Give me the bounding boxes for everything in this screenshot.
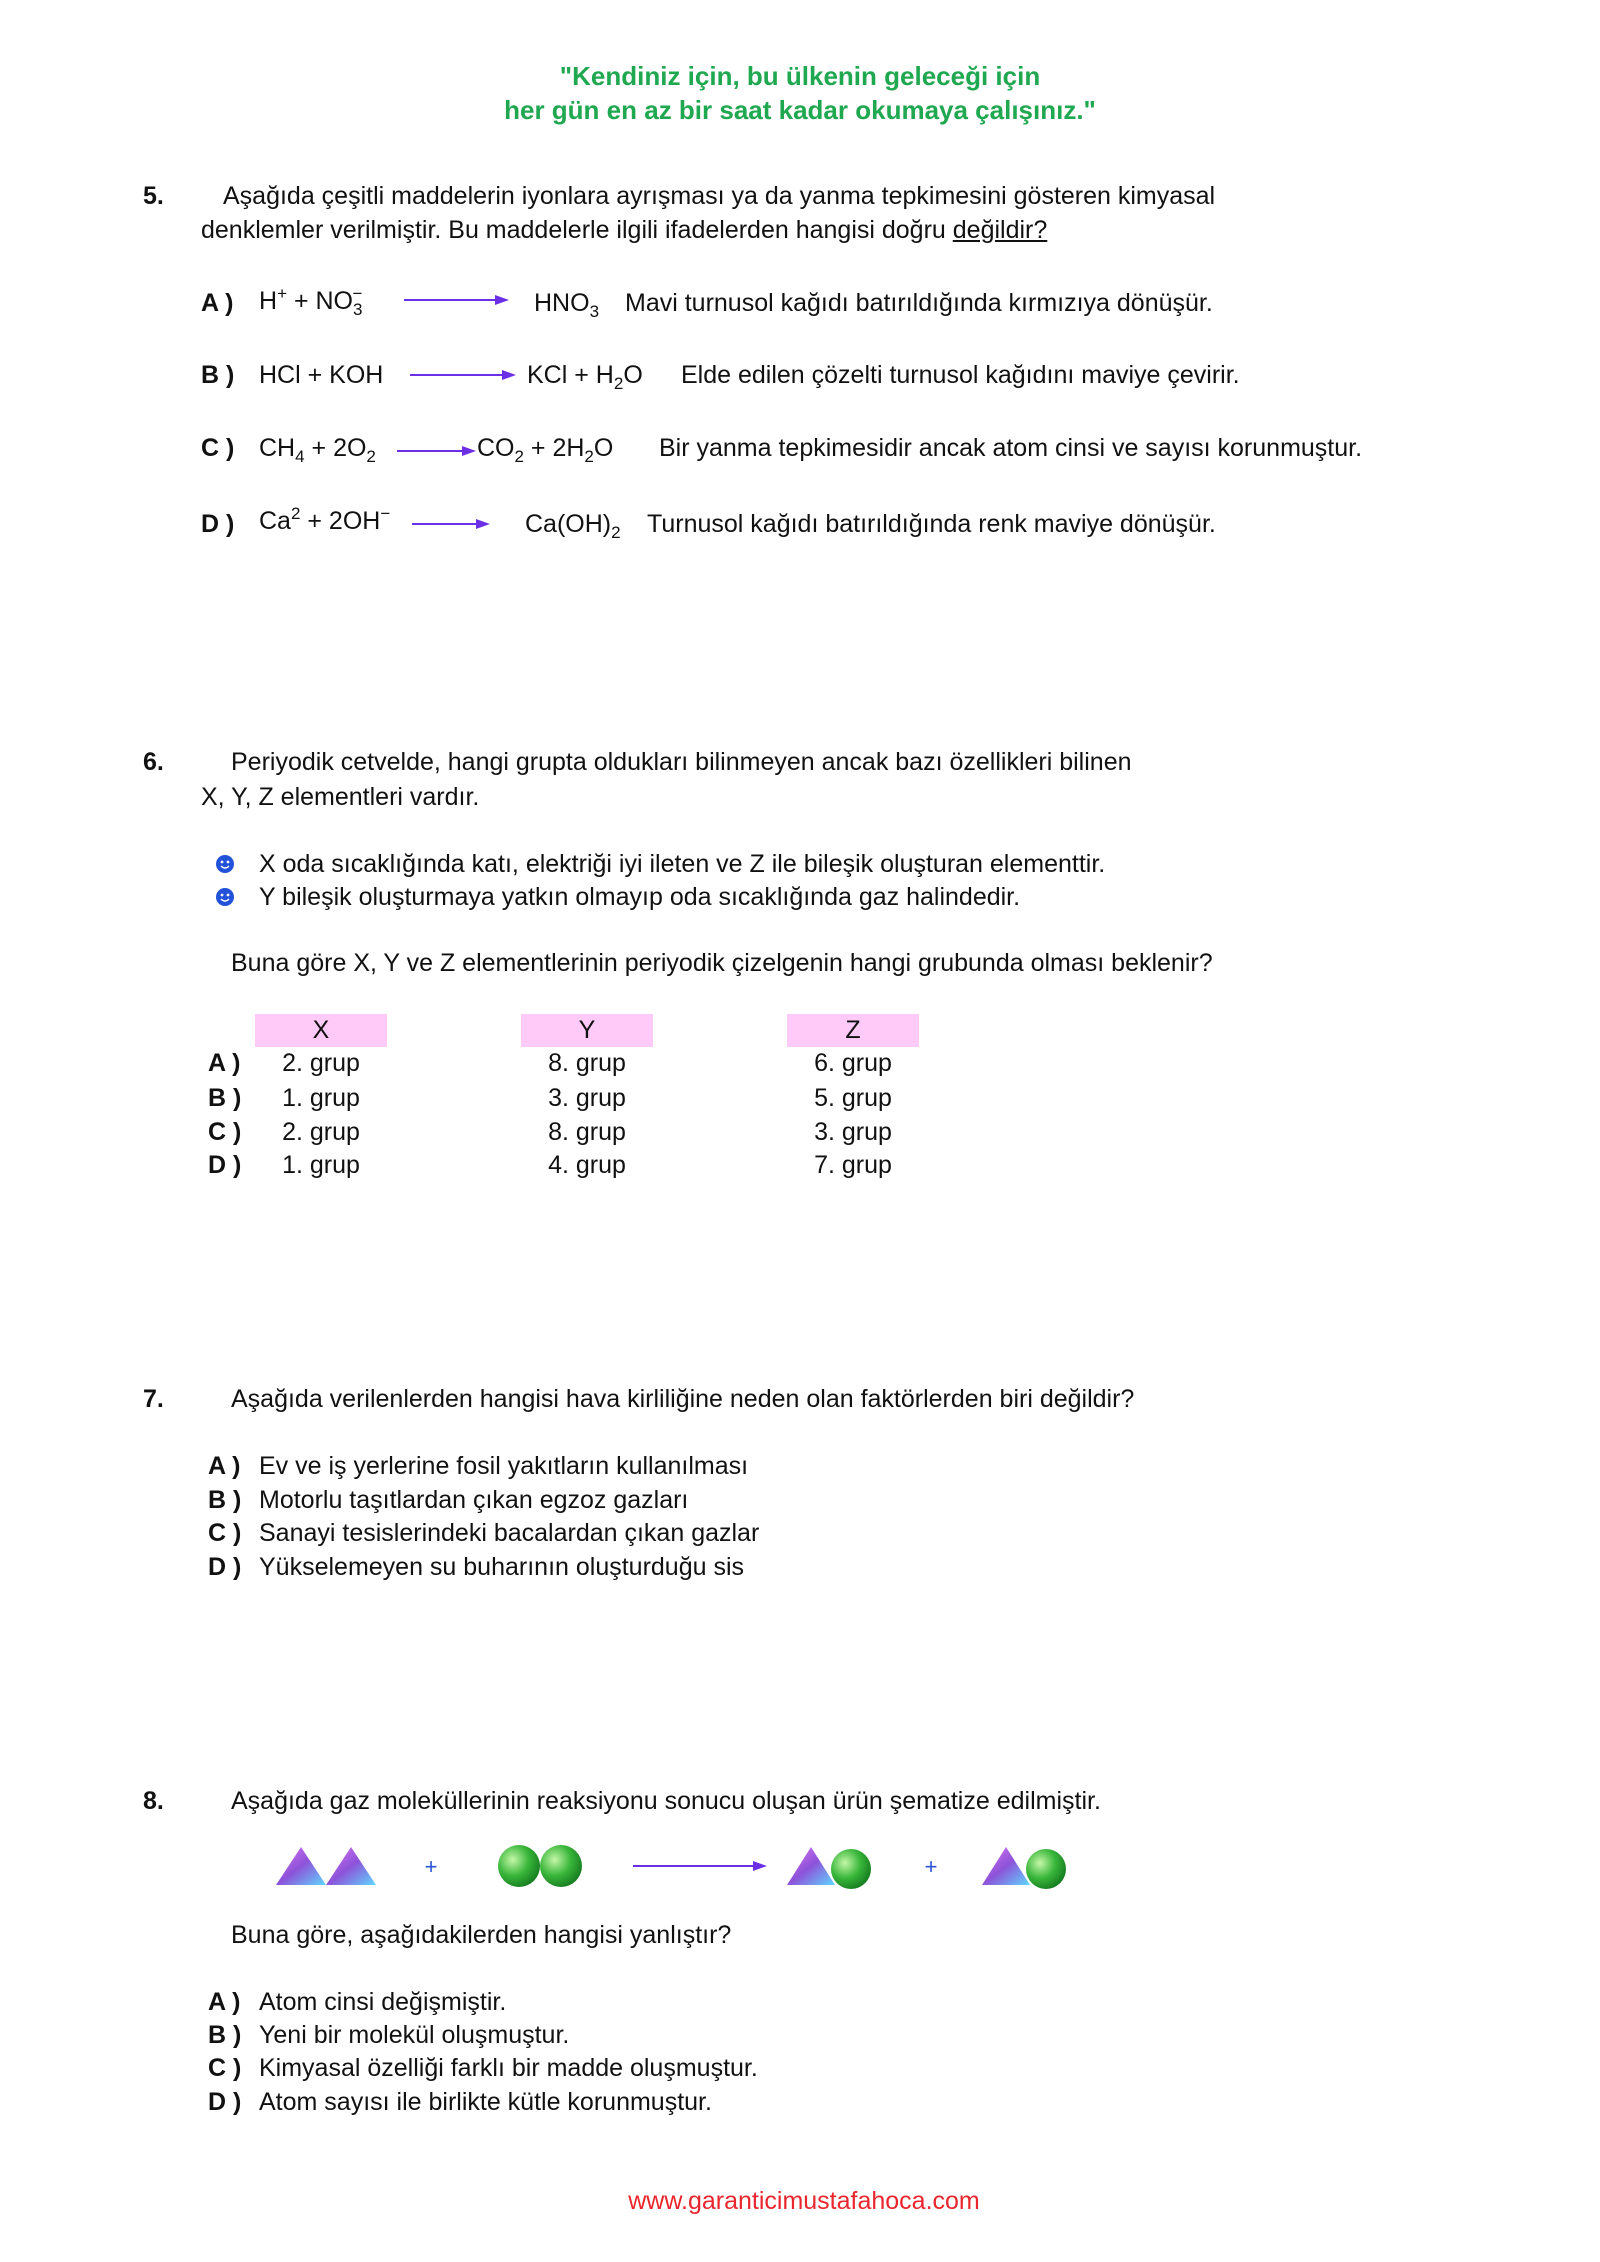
- formula-subscript: 3: [353, 300, 363, 319]
- table-header-y: Y: [521, 1014, 653, 1047]
- formula-part: CO: [477, 434, 515, 462]
- formula-part: O: [593, 434, 614, 462]
- q5-option-c-description: Bir yanma tepkimesidir ancak atom cinsi ve sayısı korunmuştur.: [659, 434, 1363, 462]
- q5-option-a-label: A ): [201, 289, 234, 317]
- table-cell: 2. grup: [282, 1118, 360, 1146]
- table-row-label: D ): [208, 1151, 242, 1179]
- table-cell: 2. grup: [282, 1049, 360, 1077]
- q5-option-a-product: [534, 288, 600, 321]
- formula-part: NO: [315, 287, 353, 315]
- q7-option-d-text: Yükselemeyen su buharının oluşturduğu sis: [259, 1553, 745, 1581]
- circle-atom-icon: [1026, 1849, 1066, 1889]
- table-cell: 7. grup: [814, 1151, 892, 1179]
- formula-superscript: −: [380, 504, 391, 523]
- motto-line-2: her gün en az bir saat kadar okumaya çalışınız.": [504, 95, 1096, 125]
- formula-subscript: 2: [611, 523, 621, 542]
- smiley-icon: [215, 854, 235, 874]
- formula-part: CH: [259, 434, 296, 462]
- table-cell: 8. grup: [548, 1049, 626, 1077]
- q5-option-b-description: Elde edilen çözelti turnusol kağıdını maviye çevirir.: [681, 361, 1240, 389]
- q5-option-a-description: Mavi turnusol kağıdı batırıldığında kırmızıya dönüşür.: [625, 289, 1213, 317]
- triangle-atom-icon: [787, 1847, 835, 1885]
- question-5-text-line-1: Aşağıda çeşitli maddelerin iyonlara ayrışması ya da yanma tepkimesini gösteren kimyasal: [223, 182, 1216, 210]
- question-6-text-line-2: X, Y, Z elementleri vardır.: [201, 783, 480, 811]
- formula-subscript: 2: [366, 447, 376, 466]
- question-8-prompt: Buna göre, aşağıdakilerden hangisi yanlıştır?: [231, 1921, 732, 1949]
- q8-option-a-text: Atom cinsi değişmiştir.: [259, 1988, 507, 2016]
- q5-option-d-product: [525, 509, 621, 542]
- right-arrow-icon: [753, 1861, 767, 1871]
- table-cell: 3. grup: [814, 1118, 892, 1146]
- circle-atom-icon: [540, 1845, 582, 1887]
- triangle-atom-icon: [326, 1847, 376, 1885]
- smiley-face: [216, 888, 234, 906]
- right-arrow-icon: [397, 444, 476, 458]
- table-cell: 1. grup: [282, 1084, 360, 1112]
- question-8-number: 8.: [143, 1787, 164, 1815]
- table-cell: 5. grup: [814, 1084, 892, 1112]
- smiley-eye: [221, 894, 224, 897]
- formula-superscript: −: [352, 284, 363, 303]
- q5-option-d-label: D ): [201, 510, 235, 538]
- table-cell: 4. grup: [548, 1151, 626, 1179]
- formula-part: +: [287, 287, 316, 315]
- question-5-number: 5.: [143, 182, 164, 210]
- table-row-label: A ): [208, 1049, 241, 1077]
- question-5-text-line-2: [201, 215, 1047, 245]
- q5-option-c-reactants: [259, 433, 376, 466]
- question-6-prompt: Buna göre X, Y ve Z elementlerinin periyodik çizelgenin hangi grubunda olması beklenir?: [231, 949, 1213, 977]
- question-6-bullet-1: X oda sıcaklığında katı, elektriği iyi ileten ve Z ile bileşik oluşturan elementtir.: [259, 850, 1106, 878]
- plus-sign: +: [424, 1854, 438, 1879]
- triangle-atom-icon: [982, 1847, 1030, 1885]
- q5-option-b-product: [527, 360, 643, 393]
- formula-part: O: [623, 361, 643, 389]
- q8-option-d-label: D ): [208, 2088, 242, 2116]
- q5-option-b-label: B ): [201, 361, 235, 389]
- table-cell: 1. grup: [282, 1151, 360, 1179]
- right-arrow-icon: [412, 517, 490, 531]
- footer-url: www.garanticimustafahoca.com: [628, 2187, 980, 2215]
- triangle-atom-icon: [276, 1847, 326, 1885]
- question-8-text: Aşağıda gaz moleküllerinin reaksiyonu sonucu oluşan ürün şematize edilmiştir.: [231, 1787, 1101, 1815]
- formula-part: + 2H: [523, 434, 585, 462]
- question-5-text-line-2-main: denklemler verilmiştir. Bu maddelerle ilgili ifadelerden hangisi doğru: [201, 216, 953, 244]
- q8-option-c-text: Kimyasal özelliği farklı bir madde oluşmuştur.: [259, 2054, 758, 2082]
- q5-option-d-reactants: [259, 506, 390, 536]
- arrow-head: [462, 446, 476, 456]
- arrow-head: [502, 370, 516, 380]
- q8-option-c-label: C ): [208, 2054, 242, 2082]
- formula-subscript: 2: [514, 447, 524, 466]
- q8-option-b-text: Yeni bir molekül oluşmuştur.: [259, 2021, 570, 2049]
- q7-option-b-text: Motorlu taşıtlardan çıkan egzoz gazları: [259, 1486, 689, 1514]
- q8-option-a-label: A ): [208, 1988, 241, 2016]
- question-6-number: 6.: [143, 748, 164, 776]
- formula-superscript: 2: [290, 504, 301, 523]
- q5-option-c-label: C ): [201, 434, 235, 462]
- circle-atom-icon: [831, 1849, 871, 1889]
- question-7-number: 7.: [143, 1385, 164, 1413]
- question-5-underlined-word: değildir?: [952, 216, 1048, 244]
- plus-sign: +: [924, 1854, 938, 1879]
- arrow-head: [495, 295, 509, 305]
- table-cell: 3. grup: [548, 1084, 626, 1112]
- formula-subscript: 2: [613, 374, 624, 393]
- table-header-x: X: [255, 1014, 387, 1047]
- formula-part: + 2O: [304, 434, 367, 462]
- smiley-eye: [227, 894, 230, 897]
- reaction-diagram: [0, 1836, 1100, 1900]
- formula-part: KCl + H: [527, 361, 614, 389]
- table-header-z: Z: [787, 1014, 919, 1047]
- formula-part: HNO: [534, 289, 590, 317]
- question-7-text: Aşağıda verilenlerden hangisi hava kirliliğine neden olan faktörlerden biri değildir?: [231, 1385, 1135, 1413]
- smiley-eye: [227, 861, 230, 864]
- table-row-label: B ): [208, 1084, 242, 1112]
- circle-atom-icon: [498, 1845, 540, 1887]
- formula-superscript: +: [277, 284, 287, 303]
- motto-line-1: "Kendiniz için, bu ülkenin geleceği için: [559, 61, 1041, 91]
- formula-subscript: 3: [589, 302, 600, 321]
- formula-subscript: 4: [295, 447, 305, 466]
- formula-subscript: 2: [584, 447, 594, 466]
- q5-option-b-reactants: [259, 360, 383, 390]
- q5-option-d-description: Turnusol kağıdı batırıldığında renk maviye dönüşür.: [647, 510, 1216, 538]
- q7-option-c-label: C ): [208, 1519, 242, 1547]
- question-6-bullet-2: Y bileşik oluşturmaya yatkın olmayıp oda sıcaklığında gaz halindedir.: [259, 883, 1021, 911]
- smiley-eye: [221, 861, 224, 864]
- table-cell: 8. grup: [548, 1118, 626, 1146]
- q7-option-a-label: A ): [208, 1452, 241, 1480]
- arrow-head: [476, 519, 490, 529]
- formula-part: Ca: [259, 507, 291, 535]
- question-6-text-line-1: Periyodik cetvelde, hangi grupta oldukları bilinmeyen ancak bazı özellikleri bilinen: [231, 748, 1132, 776]
- smiley-icon: [215, 887, 235, 907]
- right-arrow-icon: [404, 293, 509, 307]
- smiley-face: [216, 855, 234, 873]
- q5-option-c-product: [477, 433, 614, 466]
- table-cell: 6. grup: [814, 1049, 892, 1077]
- formula-part: H: [259, 287, 278, 315]
- formula-part: Ca(OH): [525, 510, 612, 538]
- q5-option-a-reactants: [259, 284, 363, 319]
- q8-option-b-label: B ): [208, 2021, 242, 2049]
- table-row-label: C ): [208, 1118, 242, 1146]
- q7-option-d-label: D ): [208, 1553, 242, 1581]
- formula-part: HCl + KOH: [259, 361, 384, 389]
- q7-option-c-text: Sanayi tesislerindeki bacalardan çıkan gazlar: [259, 1519, 760, 1547]
- right-arrow-icon: [410, 368, 516, 382]
- formula-part: + 2OH: [300, 507, 381, 535]
- q7-option-b-label: B ): [208, 1486, 242, 1514]
- q8-option-d-text: Atom sayısı ile birlikte kütle korunmuştur.: [259, 2088, 712, 2116]
- q7-option-a-text: Ev ve iş yerlerine fosil yakıtların kullanılması: [259, 1452, 749, 1480]
